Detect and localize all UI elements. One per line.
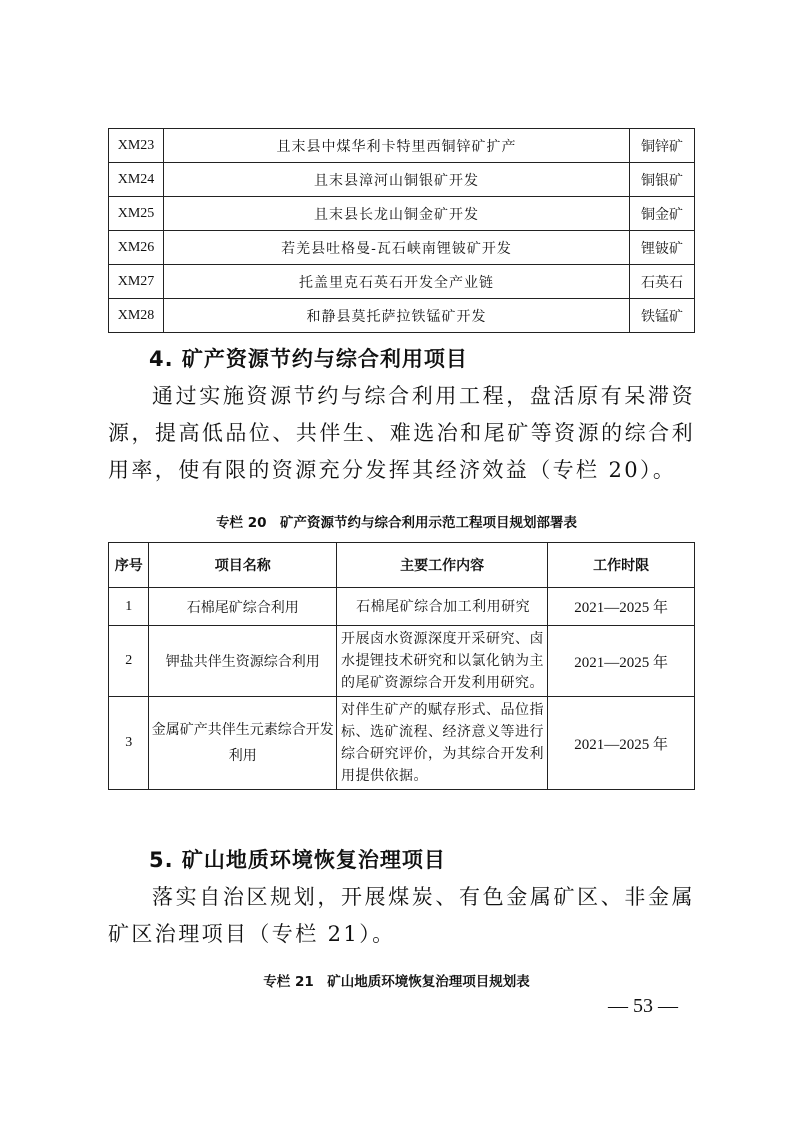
column-20-table xyxy=(108,542,695,790)
project-code: XM26 xyxy=(109,231,164,265)
row-content: 石棉尾矿综合加工利用研究 xyxy=(336,588,547,626)
mineral-type: 铜锌矿 xyxy=(630,129,695,163)
project-name: 托盖里克石英石开发全产业链 xyxy=(164,265,630,299)
row-content: 对伴生矿产的赋存形式、品位指标、选矿流程、经济意义等进行综合研究评价，为其综合开发利用提供依据。 xyxy=(336,697,547,790)
column-20-caption: 专栏 20 矿产资源节约与综合利用示范工程项目规划部署表 xyxy=(216,515,577,531)
row-content: 开展卤水资源深度开采研究、卤水提锂技术研究和以氯化钠为主的尾矿资源综合开发利用研究。 xyxy=(336,626,547,697)
project-name: 若羌县吐格曼-瓦石峡南锂铍矿开发 xyxy=(164,231,630,265)
mineral-type: 锂铍矿 xyxy=(630,231,695,265)
table-header-row xyxy=(109,543,695,588)
row-seq: 1 xyxy=(109,588,149,626)
table-row xyxy=(109,231,695,265)
project-code: XM25 xyxy=(109,197,164,231)
project-code: XM28 xyxy=(109,299,164,333)
mine-project-table xyxy=(108,128,695,333)
project-name: 和静县莫托萨拉铁锰矿开发 xyxy=(164,299,630,333)
mineral-type: 铜银矿 xyxy=(630,163,695,197)
table-row xyxy=(109,197,695,231)
table-row xyxy=(109,588,695,626)
mineral-type: 铁锰矿 xyxy=(630,299,695,333)
project-name: 且末县漳河山铜银矿开发 xyxy=(164,163,630,197)
project-code: XM27 xyxy=(109,265,164,299)
table-row xyxy=(109,299,695,333)
section-4-paragraph: 通过实施资源节约与综合利用工程，盘活原有呆滞资源，提高低品位、共伴生、难选冶和尾矿等资源的综合利用率，使有限的资源充分发挥其经济效益（专栏 20）。 xyxy=(108,384,695,482)
section-5-heading: 5. 矿山地质环境恢复治理项目 xyxy=(149,848,446,872)
mineral-type: 石英石 xyxy=(630,265,695,299)
project-name: 且末县长龙山铜金矿开发 xyxy=(164,197,630,231)
row-project-name: 钾盐共伴生资源综合利用 xyxy=(149,626,337,697)
header-period: 工作时限 xyxy=(548,543,695,588)
row-period: 2021—2025 年 xyxy=(548,626,695,697)
row-seq: 2 xyxy=(109,626,149,697)
project-code: XM23 xyxy=(109,129,164,163)
row-project-name: 金属矿产共伴生元素综合开发利用 xyxy=(149,697,337,790)
row-period: 2021—2025 年 xyxy=(548,697,695,790)
table-row xyxy=(109,626,695,697)
header-content: 主要工作内容 xyxy=(336,543,547,588)
section-4-heading: 4. 矿产资源节约与综合利用项目 xyxy=(149,347,468,371)
page-number: — 53 — xyxy=(608,995,678,1017)
row-period: 2021—2025 年 xyxy=(548,588,695,626)
table-row xyxy=(109,129,695,163)
table-row xyxy=(109,265,695,299)
project-code: XM24 xyxy=(109,163,164,197)
header-seq: 序号 xyxy=(109,543,149,588)
table-row xyxy=(109,697,695,790)
column-21-caption: 专栏 21 矿山地质环境恢复治理项目规划表 xyxy=(263,974,530,990)
header-name: 项目名称 xyxy=(149,543,337,588)
mineral-type: 铜金矿 xyxy=(630,197,695,231)
row-seq: 3 xyxy=(109,697,149,790)
section-5-paragraph: 落实自治区规划，开展煤炭、有色金属矿区、非金属矿区治理项目（专栏 21）。 xyxy=(108,885,695,946)
table-row xyxy=(109,163,695,197)
row-project-name: 石棉尾矿综合利用 xyxy=(149,588,337,626)
project-name: 且末县中煤华利卡特里西铜锌矿扩产 xyxy=(164,129,630,163)
